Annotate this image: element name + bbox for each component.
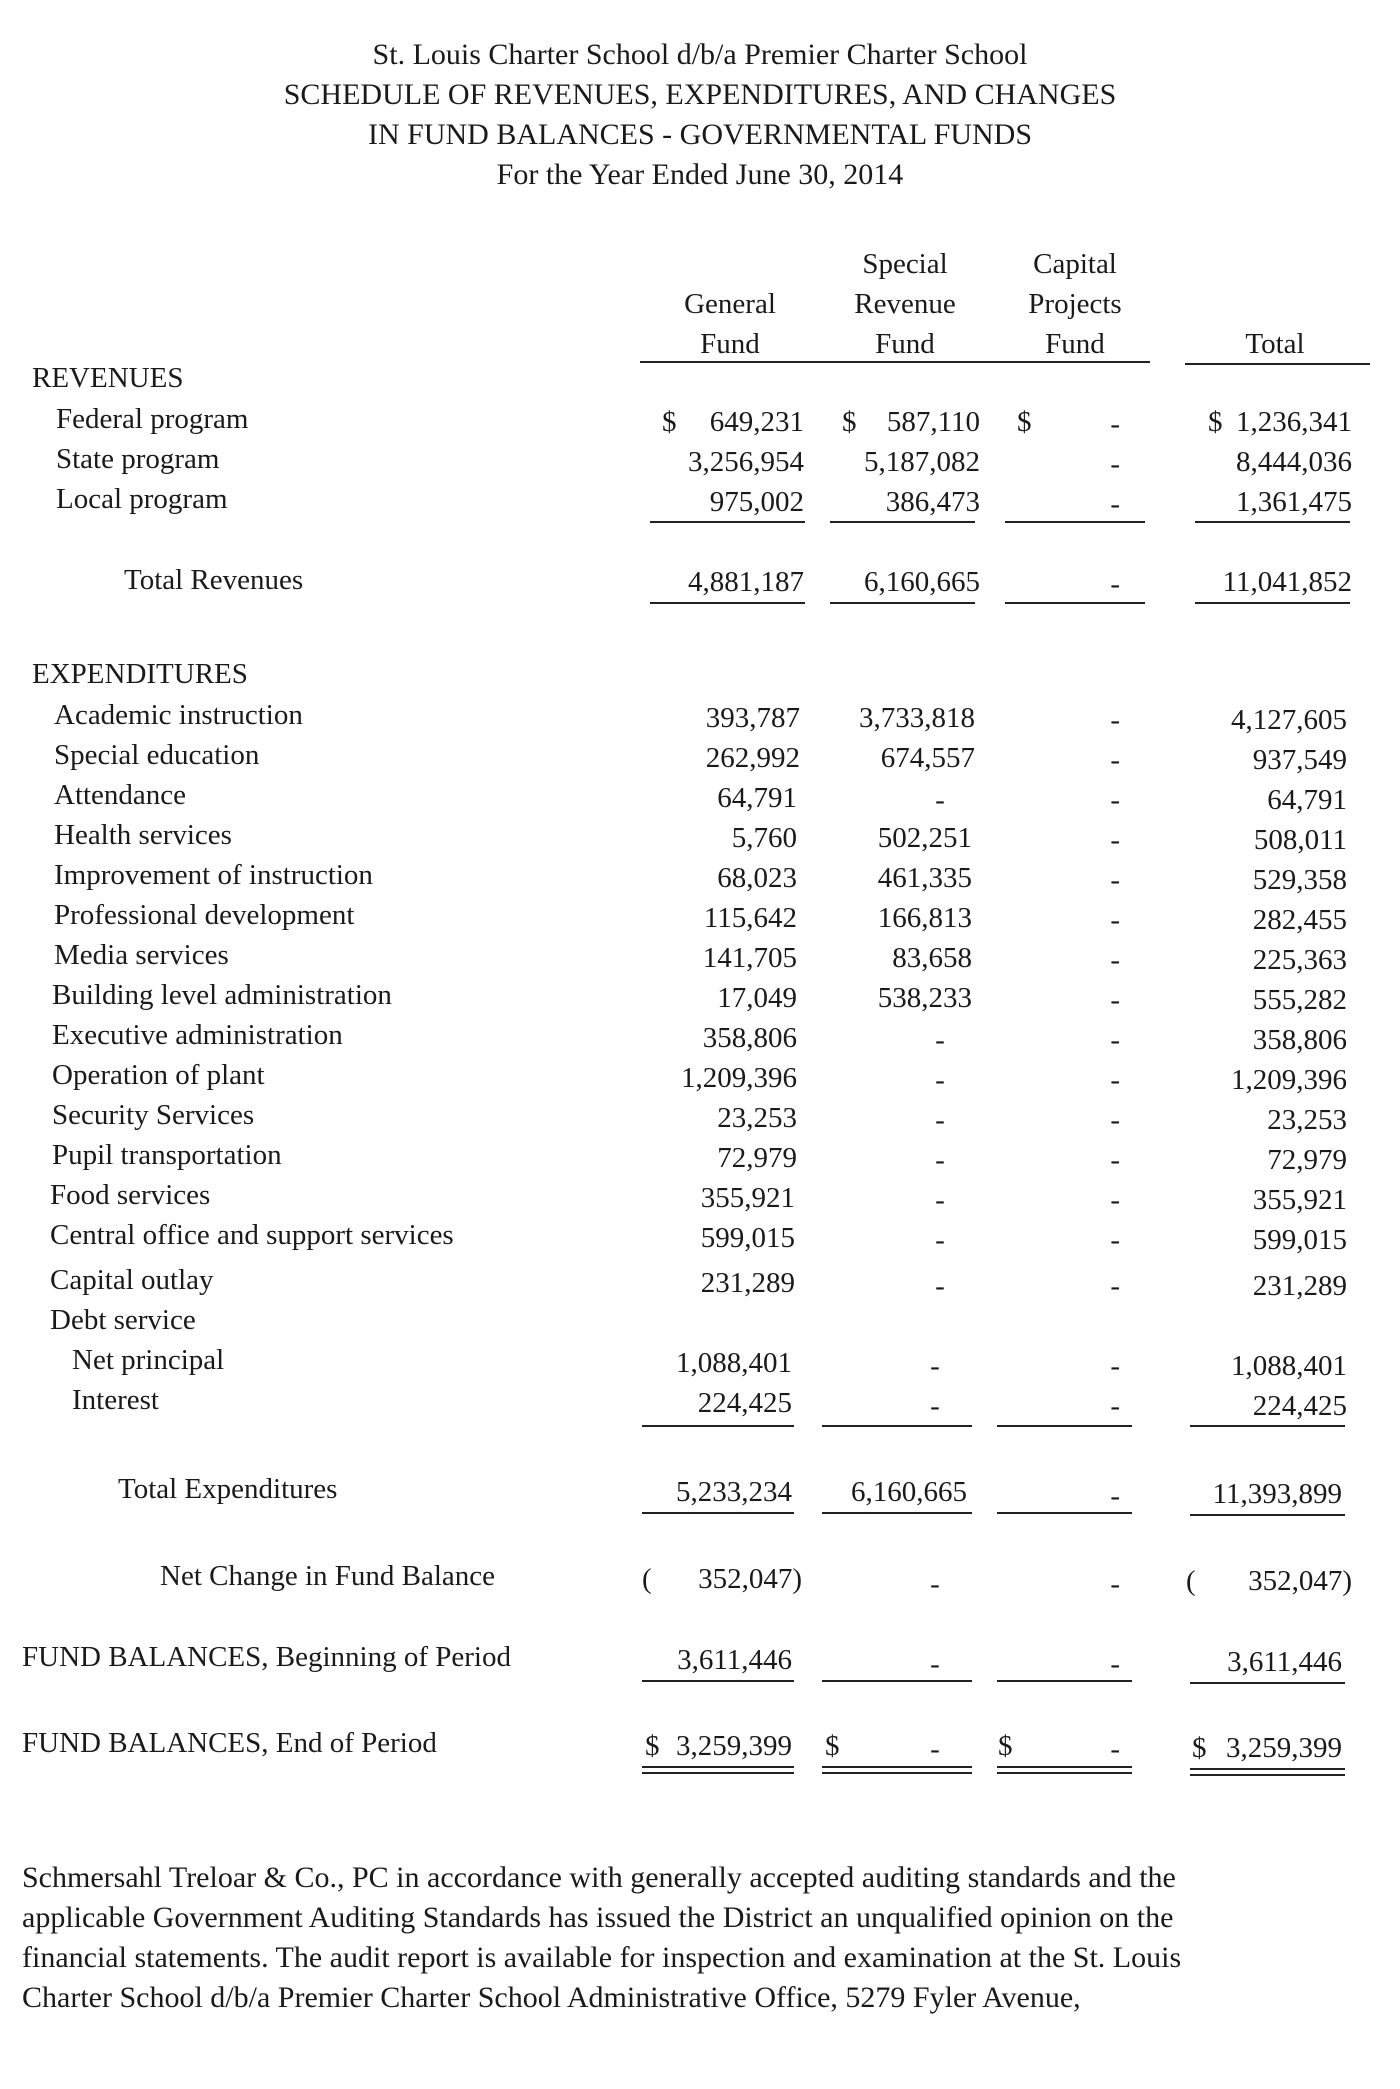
- cell-special: 6,160,665: [864, 566, 980, 598]
- row-label: Building level administration: [52, 979, 392, 1011]
- row-label: Special education: [54, 739, 260, 771]
- cell-general: 3,611,446: [677, 1644, 792, 1676]
- col-header-special-line1: Special: [862, 248, 948, 280]
- cell-total: 352,047): [1248, 1565, 1352, 1597]
- row-label: Capital outlay: [50, 1264, 214, 1296]
- cell-general: 352,047): [698, 1563, 802, 1595]
- cell-capital: -: [1110, 1104, 1120, 1136]
- row-label: Local program: [56, 483, 228, 515]
- cell-capital: -: [1110, 408, 1120, 440]
- double-underline: [822, 1766, 972, 1774]
- cell-general: 1,209,396: [681, 1062, 797, 1094]
- cell-special: -: [935, 1184, 945, 1216]
- cell-total: 3,611,446: [1227, 1646, 1342, 1678]
- subtotal-rule: [642, 1680, 794, 1682]
- cell-general: 262,992: [705, 742, 800, 774]
- cell-total: 508,011: [1253, 824, 1347, 856]
- cell-special: 674,557: [880, 742, 975, 774]
- cell-total: 1,361,475: [1236, 486, 1352, 518]
- cell-capital: -: [1110, 488, 1120, 520]
- cell-total: 358,806: [1252, 1024, 1347, 1056]
- audit-note-line: Charter School d/b/a Premier Charter School Administrative Office, 5279 Fyler Avenue,: [22, 1981, 1081, 2014]
- cell-capital: -: [1110, 1733, 1120, 1765]
- dollar-sign: $: [998, 1730, 1013, 1762]
- cell-total: 555,282: [1252, 984, 1347, 1016]
- cell-general: 17,049: [717, 982, 797, 1014]
- cell-special: 3,733,818: [859, 702, 975, 734]
- cell-general: 64,791: [717, 782, 797, 814]
- cell-total: 11,041,852: [1222, 566, 1352, 598]
- subtotal-rule: [1195, 521, 1350, 523]
- col-header-special-line2: Revenue: [854, 288, 956, 320]
- total-rule: [822, 1512, 972, 1514]
- row-label: Operation of plant: [52, 1059, 265, 1091]
- total-revenues-label: Total Revenues: [124, 564, 304, 596]
- cell-total: 937,549: [1252, 744, 1347, 776]
- subtotal-rule: [997, 1680, 1132, 1682]
- cell-capital: -: [1110, 1648, 1120, 1680]
- cell-capital: -: [1110, 568, 1120, 600]
- cell-capital: -: [1110, 704, 1120, 736]
- cell-special: 587,110: [886, 406, 980, 438]
- col-header-capital: [985, 244, 1165, 364]
- cell-general: 393,787: [705, 702, 800, 734]
- subtotal-rule: [1005, 521, 1145, 523]
- cell-capital: -: [1110, 864, 1120, 896]
- cell-total: 64,791: [1267, 784, 1347, 816]
- cell-capital: -: [1110, 1270, 1120, 1302]
- row-label: Attendance: [54, 779, 187, 811]
- cell-special: -: [930, 1350, 940, 1382]
- cell-special: 5,187,082: [864, 446, 980, 478]
- subtotal-rule: [830, 521, 975, 523]
- row-label: Media services: [54, 939, 229, 971]
- cell-capital: -: [1110, 1064, 1120, 1096]
- cell-capital: -: [1110, 1144, 1120, 1176]
- beginning-balance-label: FUND BALANCES, Beginning of Period: [22, 1641, 511, 1673]
- header-underline: [640, 361, 1150, 363]
- subtotal-rule: [1190, 1425, 1345, 1427]
- cell-general: 649,231: [709, 406, 804, 438]
- cell-special: -: [935, 1104, 945, 1136]
- cell-total: 225,363: [1252, 944, 1347, 976]
- double-underline: [1190, 1768, 1345, 1776]
- row-label: Academic instruction: [54, 699, 303, 731]
- cell-general: 3,256,954: [688, 446, 804, 478]
- total-expenditures-label: Total Expenditures: [118, 1473, 338, 1505]
- cell-total: 23,253: [1267, 1104, 1347, 1136]
- cell-special: -: [935, 784, 945, 816]
- cell-general: 72,979: [717, 1142, 797, 1174]
- col-header-general: [640, 284, 820, 364]
- col-header-capital-line3: Fund: [1045, 328, 1105, 360]
- col-header-total-line1: Total: [1245, 328, 1305, 360]
- col-header-general-line2: Fund: [700, 328, 760, 360]
- cell-total: 1,236,341: [1236, 406, 1352, 438]
- report-title-line2: IN FUND BALANCES - GOVERNMENTAL FUNDS: [368, 118, 1032, 151]
- subtotal-rule: [822, 1680, 972, 1682]
- cell-general: 975,002: [709, 486, 804, 518]
- cell-general: 231,289: [700, 1267, 795, 1299]
- row-label: Pupil transportation: [52, 1139, 282, 1171]
- cell-special: -: [935, 1270, 945, 1302]
- col-header-general-line1: General: [684, 288, 776, 320]
- subtotal-rule: [822, 1425, 972, 1427]
- cell-total: 4,127,605: [1231, 704, 1347, 736]
- row-label: Food services: [50, 1179, 211, 1211]
- cell-capital: -: [1110, 448, 1120, 480]
- report-period: For the Year Ended June 30, 2014: [496, 158, 904, 191]
- col-header-special: [815, 244, 995, 364]
- audit-note-line: Schmersahl Treloar & Co., PC in accordance with generally accepted auditing standards and the: [22, 1861, 1176, 1894]
- cell-capital: -: [1110, 1480, 1120, 1512]
- cell-total: 1,088,401: [1231, 1350, 1347, 1382]
- subtotal-rule: [642, 1425, 794, 1427]
- cell-capital: -: [1110, 1568, 1120, 1600]
- audit-note-line: applicable Government Auditing Standards has issued the District an unqualified opinion on the: [22, 1901, 1174, 1934]
- total-rule: [1190, 1514, 1345, 1516]
- row-label: Federal program: [56, 403, 249, 435]
- cell-special: -: [930, 1733, 940, 1765]
- cell-total: 11,393,899: [1212, 1478, 1342, 1510]
- total-rule: [1005, 602, 1145, 604]
- row-label: Security Services: [52, 1099, 255, 1131]
- cell-capital: -: [1110, 984, 1120, 1016]
- cell-special: -: [930, 1390, 940, 1422]
- cell-special: 166,813: [877, 902, 972, 934]
- cell-special: 461,335: [877, 862, 972, 894]
- cell-total: 8,444,036: [1236, 446, 1352, 478]
- subtotal-rule: [1190, 1682, 1345, 1684]
- cell-capital: -: [1110, 1390, 1120, 1422]
- cell-capital: -: [1110, 904, 1120, 936]
- total-rule: [1195, 602, 1350, 604]
- cell-general: 4,881,187: [688, 566, 804, 598]
- cell-total: 529,358: [1252, 864, 1347, 896]
- dollar-sign: $: [1017, 406, 1032, 438]
- col-header-capital-line2: Projects: [1028, 288, 1122, 320]
- cell-capital: -: [1110, 824, 1120, 856]
- dollar-sign: $: [1208, 406, 1223, 438]
- cell-capital: -: [1110, 784, 1120, 816]
- total-rule: [997, 1512, 1132, 1514]
- cell-general: 68,023: [717, 862, 797, 894]
- expenditures-heading: EXPENDITURES: [32, 658, 248, 690]
- open-paren: (: [1186, 1565, 1196, 1597]
- row-label: Central office and support services: [50, 1219, 454, 1251]
- cell-special: -: [935, 1064, 945, 1096]
- dollar-sign: $: [645, 1730, 660, 1762]
- cell-total: 72,979: [1267, 1144, 1347, 1176]
- cell-special: -: [935, 1224, 945, 1256]
- cell-capital: -: [1110, 1350, 1120, 1382]
- row-label: State program: [56, 443, 220, 475]
- net-change-label: Net Change in Fund Balance: [160, 1560, 496, 1592]
- col-header-special-line3: Fund: [875, 328, 935, 360]
- dollar-sign: $: [842, 406, 857, 438]
- cell-total: 1,209,396: [1231, 1064, 1347, 1096]
- cell-general: 5,760: [731, 822, 797, 854]
- cell-special: 83,658: [892, 942, 972, 974]
- cell-general: 23,253: [717, 1102, 797, 1134]
- cell-special: -: [935, 1024, 945, 1056]
- debt-service-heading: Debt service: [50, 1304, 196, 1336]
- cell-total: 282,455: [1252, 904, 1347, 936]
- cell-special: -: [930, 1648, 940, 1680]
- dollar-sign: $: [825, 1730, 840, 1762]
- cell-total: 231,289: [1252, 1270, 1347, 1302]
- cell-capital: -: [1110, 1024, 1120, 1056]
- dollar-sign: $: [1192, 1732, 1207, 1764]
- row-label: Health services: [54, 819, 232, 851]
- row-label: Net principal: [72, 1344, 225, 1376]
- cell-special: -: [930, 1568, 940, 1600]
- col-header-total: [1185, 324, 1365, 364]
- cell-general: 224,425: [697, 1387, 792, 1419]
- total-rule: [642, 1512, 794, 1514]
- cell-total: 599,015: [1252, 1224, 1347, 1256]
- double-underline: [642, 1766, 794, 1774]
- total-rule: [830, 602, 975, 604]
- header-underline-total: [1185, 363, 1370, 365]
- ending-balance-label: FUND BALANCES, End of Period: [22, 1727, 437, 1759]
- total-rule: [650, 602, 805, 604]
- col-header-capital-line1: Capital: [1033, 248, 1117, 280]
- cell-general: 358,806: [702, 1022, 797, 1054]
- cell-general: 355,921: [700, 1182, 795, 1214]
- audit-note-line: financial statements. The audit report is available for inspection and examination at the St. Louis: [22, 1941, 1182, 1974]
- cell-special: 502,251: [877, 822, 972, 854]
- subtotal-rule: [650, 521, 805, 523]
- cell-general: 3,259,399: [676, 1730, 792, 1762]
- school-name: St. Louis Charter School d/b/a Premier Charter School: [372, 38, 1028, 71]
- row-label: Executive administration: [52, 1019, 343, 1051]
- cell-total: 224,425: [1252, 1390, 1347, 1422]
- cell-general: 141,705: [702, 942, 797, 974]
- cell-total: 3,259,399: [1226, 1732, 1342, 1764]
- cell-special: 538,233: [877, 982, 972, 1014]
- row-label: Professional development: [54, 899, 355, 931]
- open-paren: (: [642, 1563, 652, 1595]
- cell-capital: -: [1110, 744, 1120, 776]
- cell-special: 386,473: [885, 486, 980, 518]
- cell-general: 5,233,234: [676, 1476, 792, 1508]
- revenues-heading: REVENUES: [32, 362, 184, 394]
- audit-note: [22, 1858, 1352, 2018]
- cell-capital: -: [1110, 944, 1120, 976]
- cell-capital: -: [1110, 1224, 1120, 1256]
- cell-general: 599,015: [700, 1222, 795, 1254]
- cell-special: -: [935, 1144, 945, 1176]
- subtotal-rule: [997, 1425, 1132, 1427]
- cell-general: 1,088,401: [676, 1347, 792, 1379]
- report-title-line1: SCHEDULE OF REVENUES, EXPENDITURES, AND CHANGES: [283, 78, 1117, 111]
- cell-general: 115,642: [703, 902, 797, 934]
- dollar-sign: $: [662, 406, 677, 438]
- double-underline: [997, 1766, 1132, 1774]
- row-label: Interest: [72, 1384, 159, 1416]
- row-label: Improvement of instruction: [54, 859, 373, 891]
- cell-special: 6,160,665: [851, 1476, 967, 1508]
- cell-capital: -: [1110, 1184, 1120, 1216]
- cell-total: 355,921: [1252, 1184, 1347, 1216]
